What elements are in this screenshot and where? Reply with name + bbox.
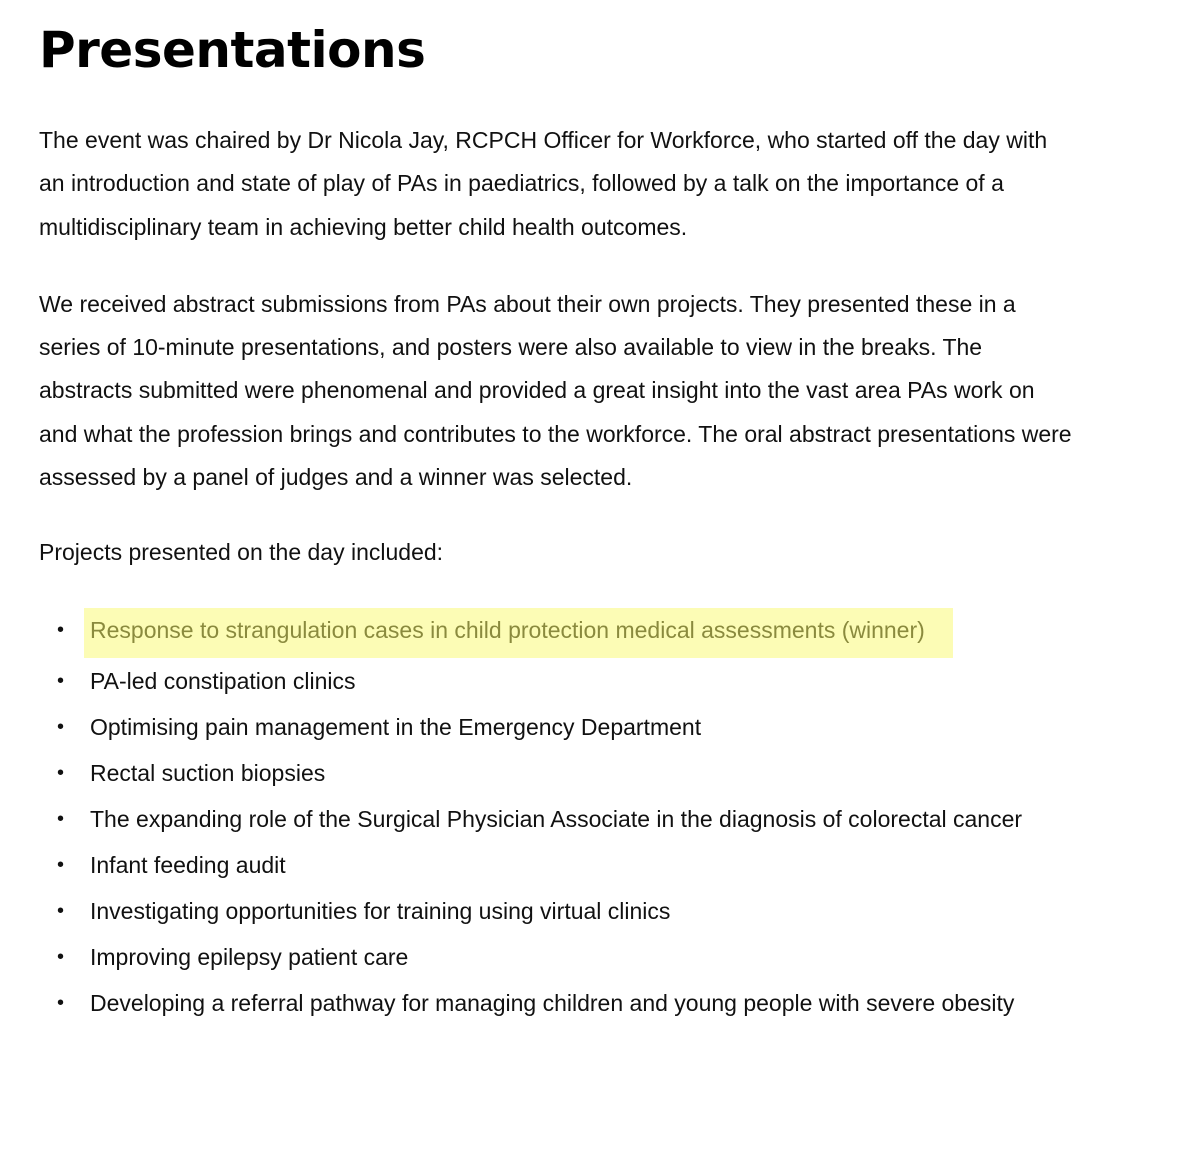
projects-list bbox=[39, 607, 1159, 1026]
list-item bbox=[39, 842, 1075, 888]
intro-paragraph: The event was chaired by Dr Nicola Jay, RCPCH Officer for Workforce, who started off the day with an introduction and state of play of PAs in paediatrics, followed by a talk on the importance of a multidisciplinary team in achieving better child health outcomes. bbox=[39, 127, 1048, 240]
list-item-text: Investigating opportunities for training using virtual clinics bbox=[90, 897, 671, 924]
list-item bbox=[39, 888, 1075, 934]
list-item bbox=[39, 607, 1075, 658]
bullet-icon: • bbox=[57, 991, 65, 1014]
list-item bbox=[39, 704, 1075, 750]
list-item bbox=[39, 750, 1075, 796]
list-item-text: Optimising pain management in the Emergency Department bbox=[90, 713, 702, 740]
highlighted-winner-project: Response to strangulation cases in child protection medical assessments (winner) bbox=[84, 608, 953, 658]
abstracts-paragraph: We received abstract submissions from PAs about their own projects. They presented these in a series of 10-minute presentations, and posters were also available to view in the breaks. The abstracts submitted were phenomenal and provided a great insight into the vast area PAs work on and what the profession brings and contributes to the workforce. The oral abstract presentations were assessed by a panel of judges and a winner was selected. bbox=[39, 290, 1072, 491]
bullet-icon: • bbox=[57, 899, 65, 922]
list-item bbox=[39, 658, 1075, 704]
bullet-icon: • bbox=[57, 761, 65, 784]
list-item-text: Improving epilepsy patient care bbox=[90, 943, 409, 970]
bullet-icon: • bbox=[57, 945, 65, 968]
list-item-text: Infant feeding audit bbox=[90, 851, 286, 878]
list-item-text: PA-led constipation clinics bbox=[90, 667, 356, 694]
list-item-text: Rectal suction biopsies bbox=[90, 759, 326, 786]
list-item bbox=[39, 934, 1075, 980]
bullet-icon: • bbox=[57, 715, 65, 738]
bullet-icon: • bbox=[57, 669, 65, 692]
projects-intro: Projects presented on the day included: bbox=[39, 539, 444, 566]
list-item bbox=[39, 796, 1075, 842]
list-item-text: Developing a referral pathway for managing children and young people with severe obesity bbox=[90, 989, 1015, 1016]
bullet-icon: • bbox=[57, 618, 65, 641]
list-item bbox=[39, 980, 1075, 1026]
bullet-icon: • bbox=[57, 853, 65, 876]
list-item-text: The expanding role of the Surgical Physician Associate in the diagnosis of colorectal cancer bbox=[90, 805, 1023, 832]
bullet-icon: • bbox=[57, 807, 65, 830]
page-title: Presentations bbox=[39, 21, 426, 79]
